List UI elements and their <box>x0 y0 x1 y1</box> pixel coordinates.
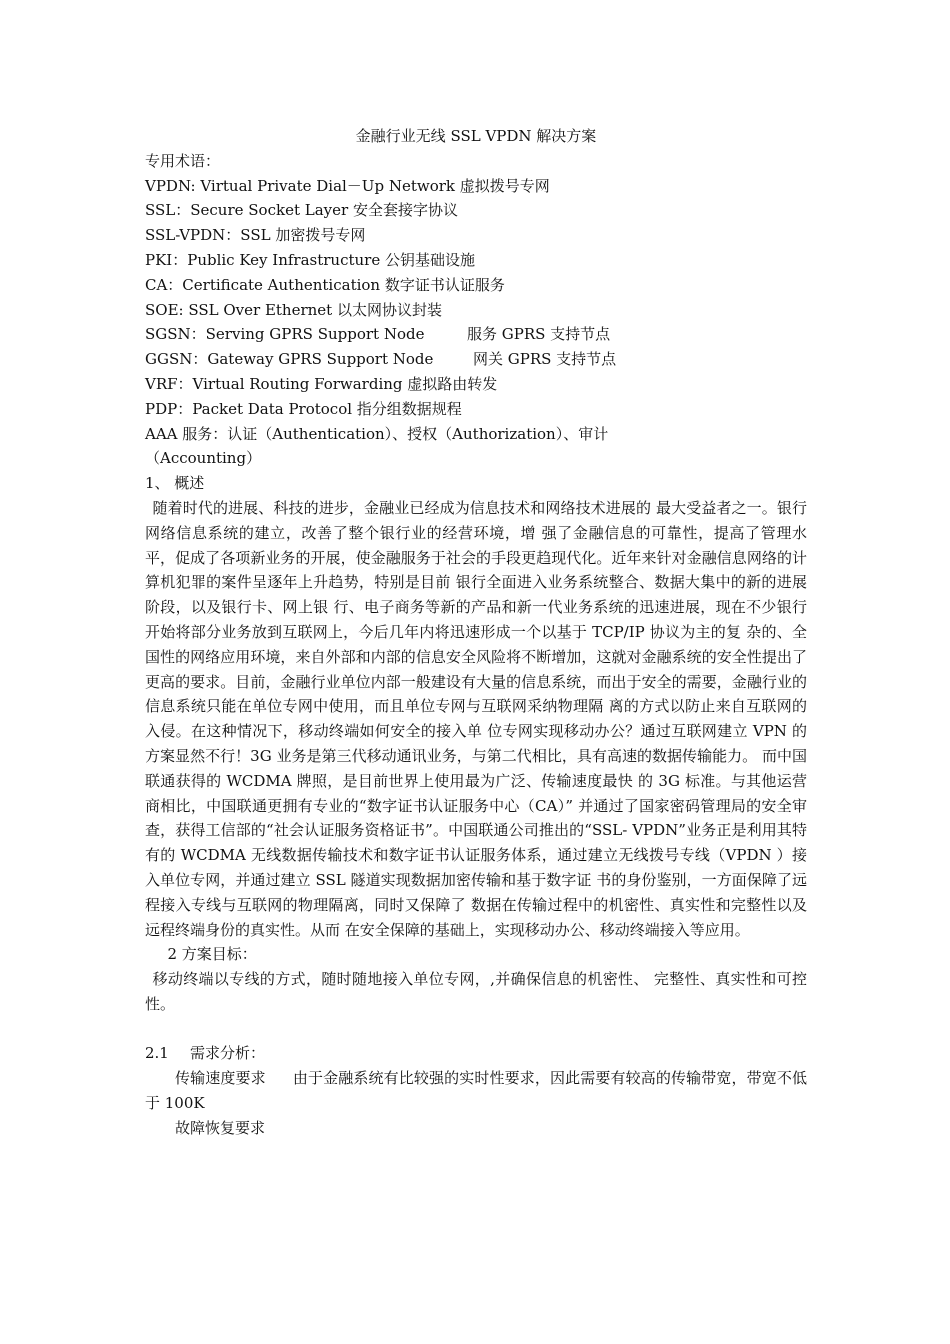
section-2-paragraph: 移动终端以专线的方式，随时随地接入单位专网，,并确保信息的机密性、 完整性、真实性和可控性。 <box>145 970 807 1013</box>
requirement-label: 故障恢复要求 <box>175 1118 266 1137</box>
section-2-1-title: 需求分析： <box>190 1044 266 1063</box>
section-1-paragraph: 随着时代的进展、科技的进步，金融业已经成为信息技术和网络技术进展的 最大受益者之一。银行网络信息系统的建立，改善了整个银行业的经营环境，增 强了金融信息的可靠性，提高了管理水平，促成了各项新业务的开展，使金融服务于社会的手段更趋现代化。近年来针对金融信息网络的计算机犯罪的案件呈逐年上升趋势，特别是目前 银行全面进入业务系统整合、数据大集中的新的进展阶段，以及银行卡、网上银 行、电子商务等新的产品和新一代业务系统的迅速进展，现在不少银行开始将部分业务放到互联网上，今后几年内将迅速形成一个以基于 TCP/IP 协议为主的复 杂的、全国性的网络应用环境，来自外部和内部的信息安全风险将不断增加，这就对金融系统的安全性提出了更高的要求。目前，金融行业单位内部一般建设有大量的信息系统，而出于安全的需要，金融行业的信息系统只能在单位专网中使用，而且单位专网与互联网采纳物理隔 离的方式以防止来自互联网的入侵。在这种情况下，移动终端如何安全的接入单 位专网实现移动办公？通过互联网建立 VPN 的方案显然不行！3G 业务是第三代移动通讯业务，与第二代相比，具有高速的数据传输能力。 而中国联通获得的 WCDMA 牌照，是目前世界上使用最为广泛、传输速度最快 的 3G 标准。与其他运营商相比，中国联通更拥有专业的“数字证书认证服务中心（CA）” 并通过了国家密码管理局的安全审查，获得工信部的“社会认证服务资格证书”。中国联通公司推出的“SSL- VPDN”业务正是利用其特有的 WCDMA 无线数据传输技术和数字证书认证服务体系，通过建立无线拨号专线（VPDN ）接入单位专网，并通过建立 SSL 隧道实现数据加密传输和基于数字证 书的身份鉴别，一方面保障了远程接入专线与互联网的物理隔离，同时又保障了 数据在传输过程中的机密性、真实性和完整性以及远程终端身份的真实性。从而 在安全保障的基础上，实现移动办公、移动终端接入等应用。 <box>145 498 807 939</box>
glossary-item-ssl-vpdn: SSL-VPDN：SSL 加密拨号专网 <box>145 226 366 245</box>
blank-line <box>145 1017 807 1042</box>
glossary-item-ssl: SSL：Secure Socket Layer 安全套接字协议 <box>145 201 458 220</box>
glossary-item-ca: CA：Certificate Authentication 数字证书认证服务 <box>145 275 505 294</box>
glossary-item-vpdn: VPDN: Virtual Private Dial－Up Network 虚拟拨号专网 <box>145 176 550 195</box>
glossary-item-pki: PKI：Public Key Infrastructure 公钥基础设施 <box>145 250 475 269</box>
requirement-fault-recovery <box>145 1116 807 1141</box>
glossary-item-soe: SOE: SSL Over Ethernet 以太网协议封装 <box>145 300 442 319</box>
glossary-item-ggsn <box>145 347 807 372</box>
section-2-1-heading <box>145 1041 807 1066</box>
requirement-label: 传输速度要求 <box>175 1069 266 1088</box>
glossary-item-vrf: VRF：Virtual Routing Forwarding 虚拟路由转发 <box>145 374 498 393</box>
glossary-term-sgsn: SGSN：Serving GPRS Support Node <box>145 325 425 344</box>
section-2-heading: 2 方案目标： <box>167 945 257 964</box>
glossary-meaning-ggsn: 网关 GPRS 支持节点 <box>473 350 617 369</box>
glossary-item-sgsn <box>145 322 807 347</box>
glossary-item-pdp: PDP：Packet Data Protocol 指分组数据规程 <box>145 399 462 418</box>
glossary-item-aaa-continued: （Accounting） <box>145 449 262 468</box>
section-1-heading: 1、 概述 <box>145 474 205 493</box>
document-body <box>145 124 807 1141</box>
requirement-transfer-speed <box>145 1066 807 1116</box>
glossary-heading: 专用术语： <box>145 151 221 170</box>
document-title: 金融行业无线 SSL VPDN 解决方案 <box>355 127 597 145</box>
requirement-text: 由于金融系统有比较强的实时性要求，因此需要有较高的传输带宽，带宽不低于 100K <box>145 1069 807 1113</box>
glossary-meaning-sgsn: 服务 GPRS 支持节点 <box>467 325 611 344</box>
section-2-1-number: 2.1 <box>145 1044 169 1063</box>
glossary-item-aaa: AAA 服务：认证（Authentication）、授权（Authorization）、审计 <box>145 424 609 443</box>
glossary-term-ggsn: GGSN：Gateway GPRS Support Node <box>145 350 434 369</box>
